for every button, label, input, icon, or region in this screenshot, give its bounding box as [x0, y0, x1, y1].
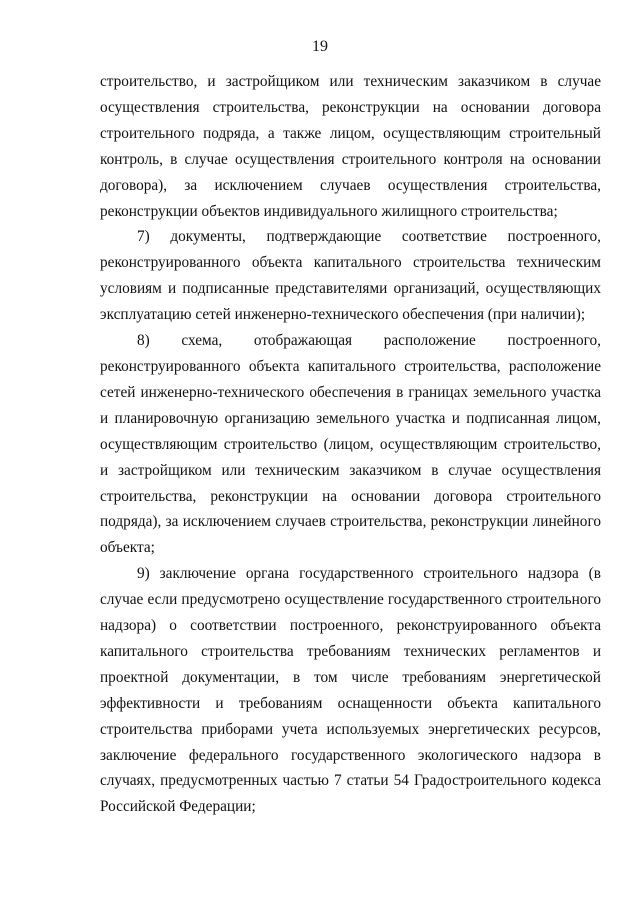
paragraph-continuation: строительство, и застройщиком или техническим заказчиком в случае осуществления строительства, реконструкции на основании договора строительного подряда, а также лицом, осуществляющим строительный контроль, в случае осуществления строительного контроля на основании договора), за исключением случаев осуществления строительства, реконструкции объектов индивидуального жилищного строительства;	[100, 73, 601, 220]
page-number: 19	[312, 38, 328, 55]
paragraph-item-8: 8) схема, отображающая расположение построенного, реконструированного объекта капитального строительства, расположение сетей инженерно-технического обеспечения в границах земельного участка и планировочную организацию земельного участка и подписанная лицом, осуществляющим строительство (лицом, осуществляющим строительство, и застройщиком или техническим заказчиком в случае осуществления строительства, реконструкции на основании договора строительного подряда), за исключением случаев строительства, реконструкции линейного объекта;	[100, 332, 601, 557]
paragraph-item-9: 9) заключение органа государственного строительного надзора (в случае если предусмотрено осуществление государственного строительного надзора) о соответствии построенного, реконструированного объекта капитального строительства требованиям технических регламентов и проектной документации, в том числе требованиям энергетической эффективности и требованиям оснащенности объекта капитального строительства приборами учета используемых энергетических ресурсов, заключение федерального государственного экологического надзора в случаях, предусмотренных частью 7 статьи 54 Градостроительного кодекса Российской Федерации;	[100, 565, 601, 816]
paragraph-item-7: 7) документы, подтверждающие соответствие построенного, реконструированного объекта капитального строительства техническим условиям и подписанные представителями организаций, осуществляющих эксплуатацию сетей инженерно-технического обеспечения (при наличии);	[100, 228, 601, 324]
document-body	[100, 69, 601, 820]
